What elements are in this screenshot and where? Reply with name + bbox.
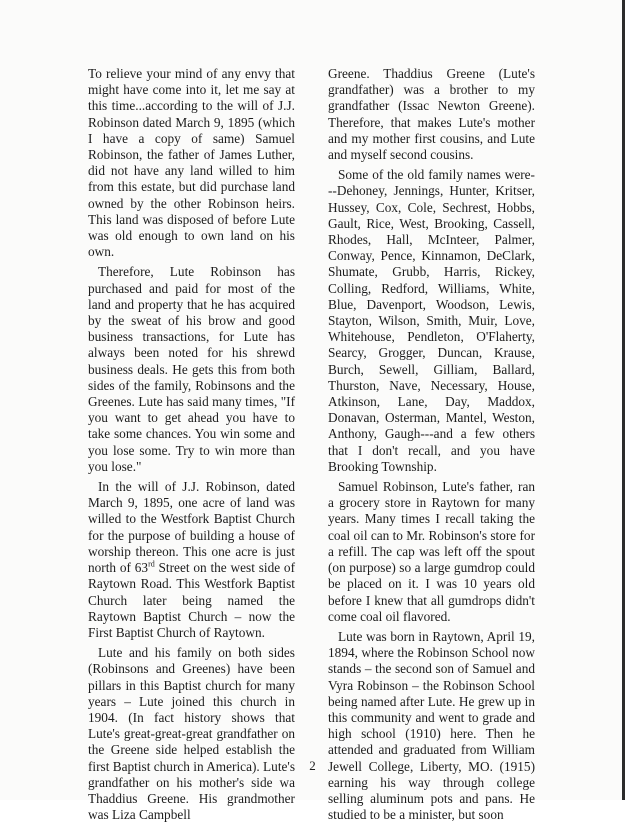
left-column	[88, 66, 295, 827]
church-text-start: In the will of J.J. Robinson, dated March 9, 1895, one acre of land was willed to the Westfork Baptist Church for the purpose of building a house of worship thereon. This one acre is just north of 63	[88, 479, 295, 576]
paragraph-lute-purchased-land: Therefore, Lute Robinson has purchased and paid for most of the land and property that he has acquired by the sweat of his brow and good business transactions, for Lute has always been noted for his shrewd business deals. He gets this from both sides of the family, Robinsons and the Greenes. Lute has said many times, "If you want to get ahead you have to take some chances. You win some and you lose some. Try to win more than you lose."	[88, 264, 295, 474]
page-number: 2	[309, 758, 316, 773]
right-column	[328, 66, 535, 827]
church-text-end: Street on the west side of Raytown Road. This Westfork Baptist Church later being named the Raytown Baptist Church – now the First Baptist Church of Raytown.	[88, 560, 295, 640]
paragraph-will-of-jj-robinson: To relieve your mind of any envy that might have come into it, let me say at this time...according to the will of J.J. Robinson dated March 9, 1895 (which I have a copy of same) Samuel Robinson, the father of James Luther, did not have any land willed to him from this estate, but did purchase land owned by the other Robinson heirs. This land was disposed of before Lute was old enough to own land on his own.	[88, 66, 295, 260]
paragraph-old-family-names: Some of the old family names were---Dehoney, Jennings, Hunter, Kritser, Hussey, Cox, Cole, Sechrest, Hobbs, Gault, Rice, West, Brooking, Cassell, Rhodes, Hall, McInteer, Palmer, Conway, Pence, Kinnamon, DeClark, Shumate, Grubb, Harris, Rickey, Colling, Redford, Williams, White, Blue, Davenport, Woodson, Lewis, Stayton, Wilson, Smith, Muir, Love, Whitehouse, Pendleton, O'Flaherty, Searcy, Grogger, Duncan, Krause, Burch, Sewell, Gilliam, Ballard, Thurston, Nave, Necessary, House, Atkinson, Lane, Day, Maddox, Donavan, Osterman, Mantel, Weston, Anthony, Gaugh---and a few others that I don't recall, and you have Brooking Township.	[328, 167, 535, 474]
paragraph-westfork-baptist-church	[88, 479, 295, 641]
ordinal-suffix: rd	[148, 559, 155, 569]
paragraph-lute-born: Lute was born in Raytown, April 19, 1894, where the Robinson School now stands – the second son of Samuel and Vyra Robinson – the Robinson School being named after Lute. He grew up in this community and went to grade and high school (1910) here. Then he attended and graduated from William Jewell College, Liberty, MO. (1915) earning his way through college selling aluminum pots and pans. He studied to be a minister, but soon	[328, 628, 535, 823]
paragraph-greene-cousins: Greene. Thaddius Greene (Lute's grandfather) was a brother to my grandfather (Issac Newton Greene). Therefore, that makes Lute's mother and my mother first cousins, and Lute and myself second cousins.	[328, 66, 535, 163]
paragraph-family-pillars: Lute and his family on both sides (Robinsons and Greenes) have been pillars in this Baptist church for many years – Lute joined this church in 1904. (In fact history shows that Lute's great-great-great grandfather on the Greene side helped establish the first Baptist church in America). Lute's grandfather on his mother's side wa Thaddius Greene. His grandmother was Liza Campbell	[88, 645, 295, 823]
paragraph-grocery-store: Samuel Robinson, Lute's father, ran a grocery store in Raytown for many years. Many times I recall taking the coal oil can to Mr. Robinson's store for a refill. The cap was left off the spout (on purpose) so a large gumdrop could be placed on it. I was 10 years old before I knew that all gumdrops didn't come coal oil flavored.	[328, 479, 535, 624]
